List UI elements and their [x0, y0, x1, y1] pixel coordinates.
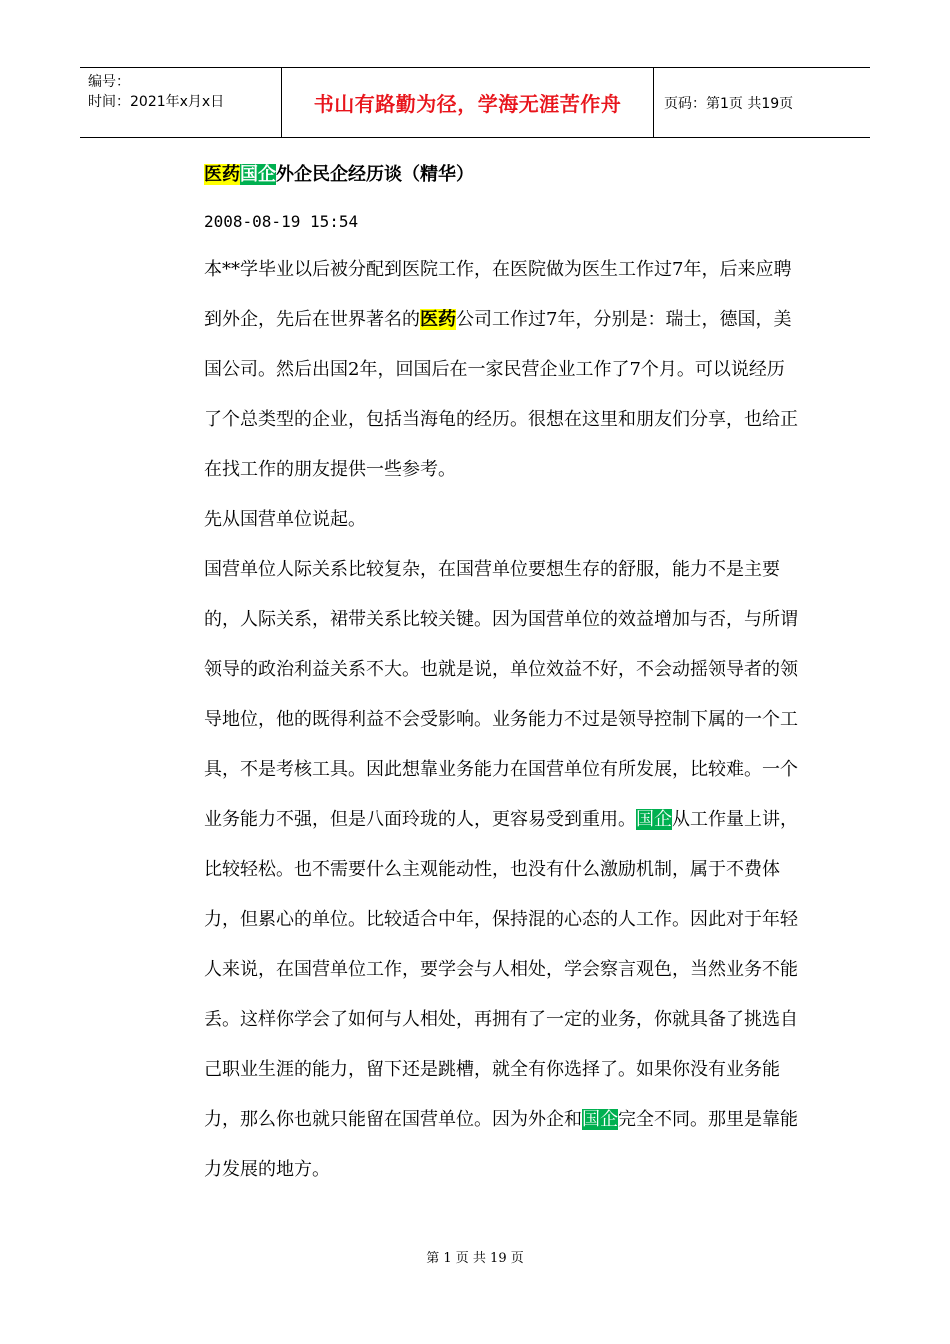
- header-page-info: 页码：第1页 共19页: [664, 95, 794, 112]
- text-span: 从工作量上讲，: [672, 809, 798, 830]
- title-rest: 外企民企经历谈（精华）: [276, 164, 474, 185]
- text-line: 国公司。然后出国2年，回国后在一家民营企业工作了7个月。可以说经历: [204, 359, 785, 380]
- text-line: 人来说，在国营单位工作，要学会与人相处，学会察言观色，当然业务不能: [204, 959, 798, 980]
- text-span: 到外企，先后在世界著名的: [204, 309, 420, 330]
- text-span: 力，那么你也就只能留在国营单位。因为外企和: [204, 1109, 582, 1130]
- number-label: 编号：: [88, 74, 130, 90]
- text-line: 在找工作的朋友提供一些参考。: [204, 459, 456, 480]
- highlight-pharma: 医药: [420, 309, 456, 330]
- highlight-soe: 国企: [582, 1109, 618, 1130]
- text-line: 导地位，他的既得利益不会受影响。业务能力不过是领导控制下属的一个工: [204, 709, 798, 730]
- text-line: 国营单位人际关系比较复杂，在国营单位要想生存的舒服，能力不是主要: [204, 559, 780, 580]
- text-line: [204, 1095, 844, 1145]
- text-line: 力，但累心的单位。比较适合中年，保持混的心态的人工作。因此对于年轻: [204, 909, 798, 930]
- header-motto-cell: [281, 68, 654, 137]
- text-line: [204, 295, 844, 345]
- text-span: 业务能力不强，但是八面玲珑的人，更容易受到重用。: [204, 809, 636, 830]
- text-line: 比较轻松。也不需要什么主观能动性，也没有什么激励机制，属于不费体: [204, 859, 780, 880]
- text-line: 己职业生涯的能力，留下还是跳槽，就全有你选择了。如果你没有业务能: [204, 1059, 780, 1080]
- paragraph-soe: [204, 545, 844, 1195]
- paragraph-section-start: [204, 495, 844, 545]
- time-label: 时间：2021年x月x日: [88, 94, 225, 110]
- text-line: 丢。这样你学会了如何与人相处，再拥有了一定的业务，你就具备了挑选自: [204, 1009, 798, 1030]
- title-highlight-pharma: 医药: [204, 164, 240, 185]
- article-datetime: 2008-08-19 15:54: [204, 212, 359, 231]
- text-line: 具，不是考核工具。因此想靠业务能力在国营单位有所发展，比较难。一个: [204, 759, 798, 780]
- text-span: 公司工作过7年，分别是：瑞士，德国，美: [456, 309, 792, 330]
- header-meta: [80, 68, 281, 137]
- text-line: 了个总类型的企业，包括当海龟的经历。很想在这里和朋友们分享，也给正: [204, 409, 798, 430]
- paragraph-intro: [204, 245, 844, 495]
- title-highlight-soe: 国企: [240, 164, 276, 185]
- text-line: 领导的政治利益关系不大。也就是说，单位效益不好，不会动摇领导者的领: [204, 659, 798, 680]
- text-line: 先从国营单位说起。: [204, 509, 366, 530]
- article-title: [204, 160, 474, 186]
- highlight-soe: 国企: [636, 809, 672, 830]
- header-motto: 书山有路勤为径，学海无涯苦作舟: [313, 92, 622, 116]
- text-line: [204, 795, 844, 845]
- document-header: [80, 67, 870, 138]
- page-footer: 第 1 页 共 19 页: [426, 1251, 524, 1266]
- text-line: 的，人际关系，裙带关系比较关键。因为国营单位的效益增加与否，与所谓: [204, 609, 798, 630]
- text-line: 力发展的地方。: [204, 1159, 330, 1180]
- text-line: 本**学毕业以后被分配到医院工作，在医院做为医生工作过7年，后来应聘: [204, 259, 792, 280]
- text-span: 完全不同。那里是靠能: [618, 1109, 798, 1130]
